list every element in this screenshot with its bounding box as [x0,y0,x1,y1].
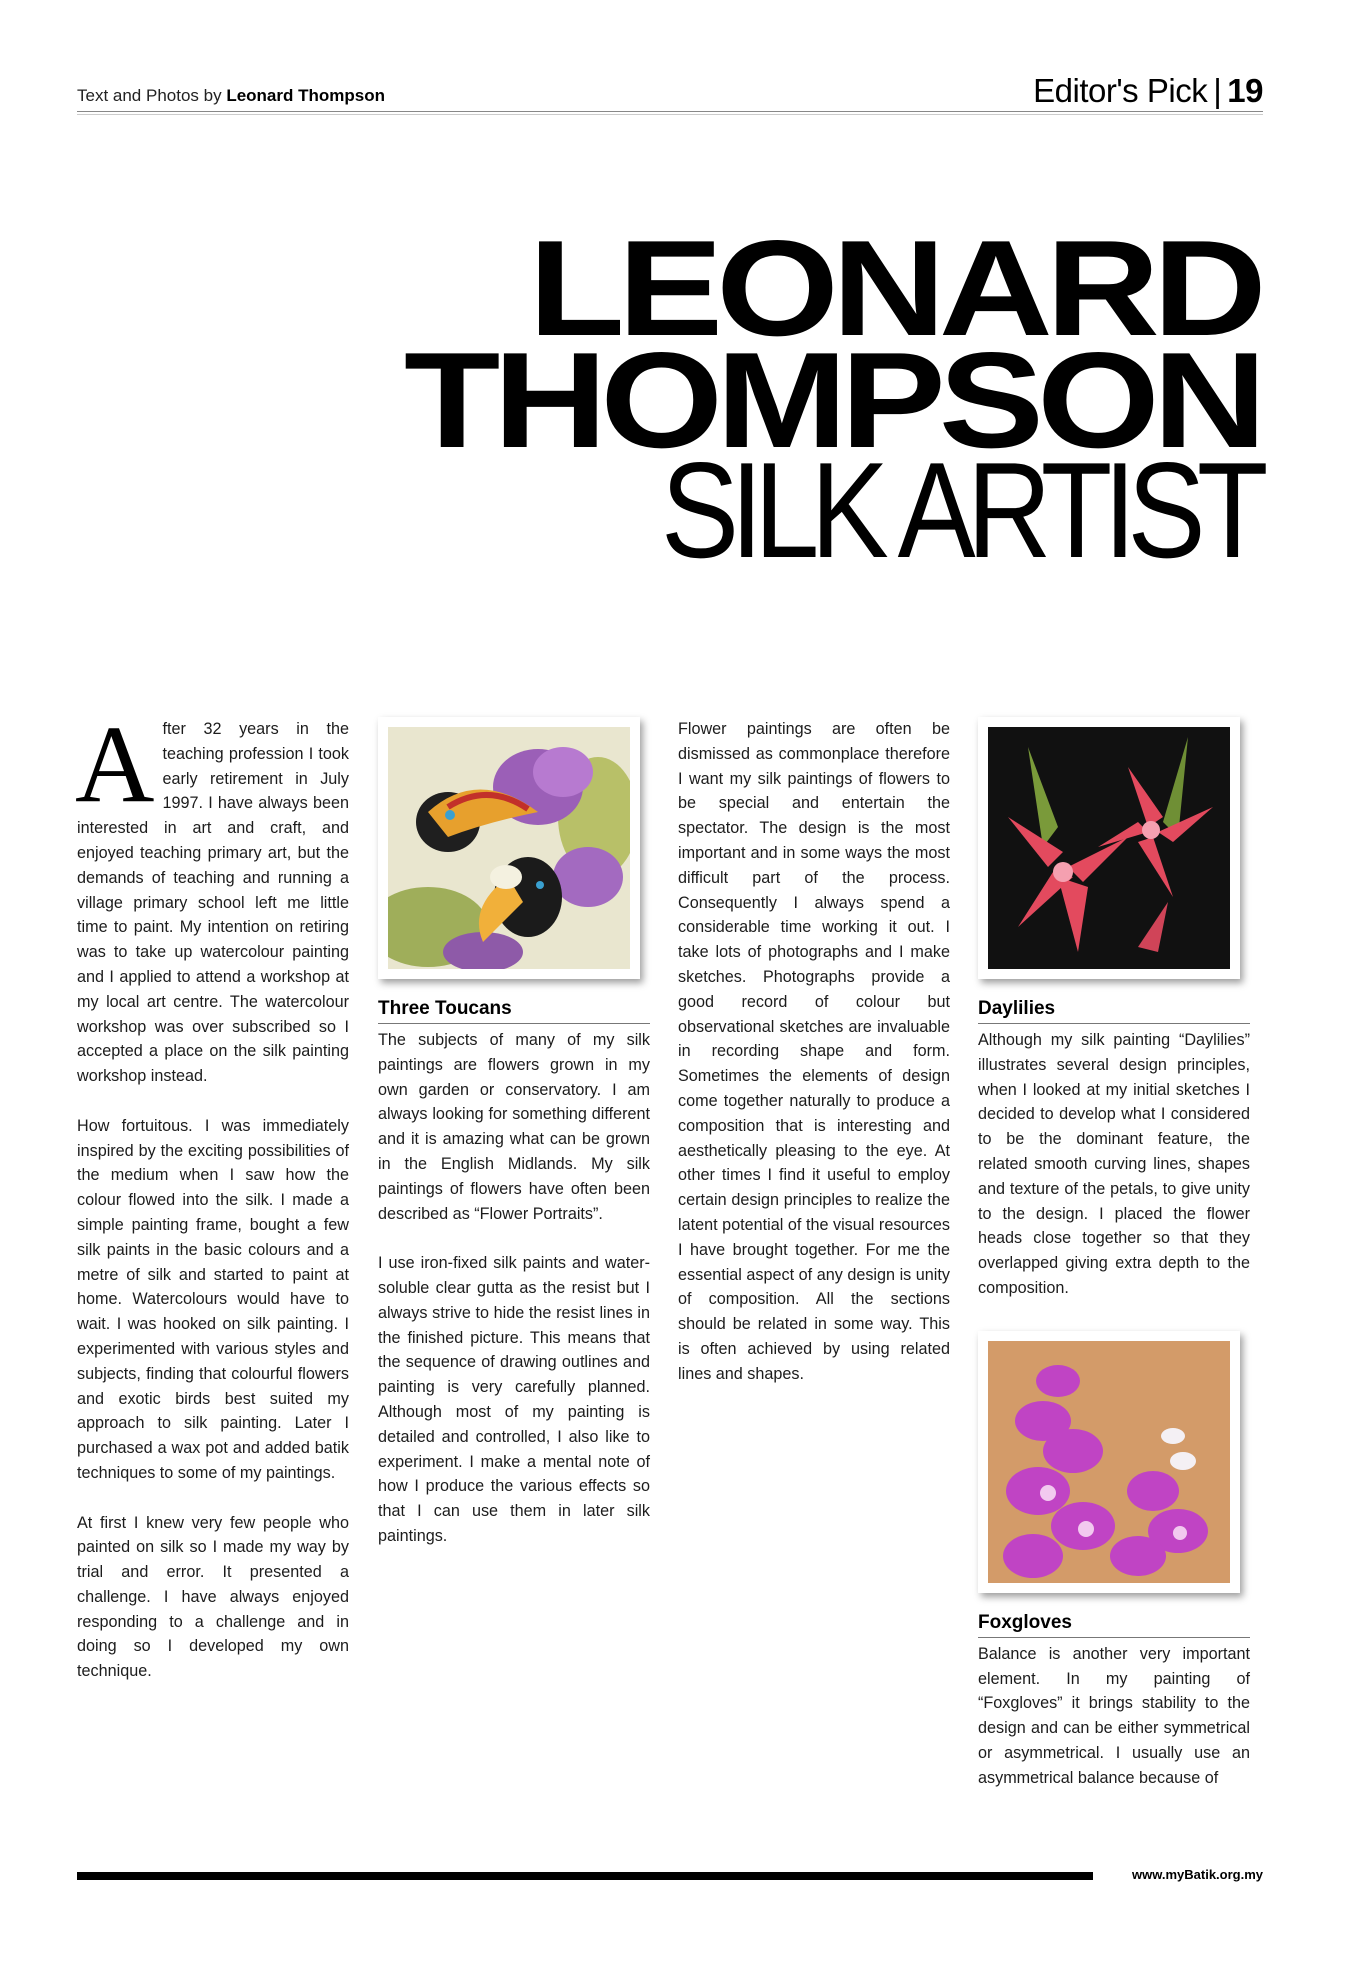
drop-cap: A [75,703,155,825]
paragraph-text: fter 32 years in the teaching profession I took early retirement in July 1997. I have always been interested in art and craft, and enjoyed teaching primary art, but the demands of teaching and running a village primary school left me little time to paint. My intention on retiring was to take up watercolour painting and I applied to attend a workshop at my local art centre. The watercolour workshop was over subscribed so I accepted a place on the silk painting workshop instead. [77,720,349,1086]
daylilies-painting-image [988,727,1230,969]
paragraph: How fortuitous. I was immediately inspired by the exciting possibilities of the medium when I saw how the colour flowed into the silk. I made a simple painting frame, bought a few silk paints in the basic colours and a metre of silk and started to paint at home. Watercolours would have to wait. I was hooked on silk painting. I experimented with various styles and subjects, finding that colourful flowers and exotic birds best suited my approach to silk painting. Later I purchased a wax pot and added batik techniques to some of my paintings. [77,1116,349,1482]
section-separator: | [1213,72,1222,109]
paragraph: At first I knew very few people who painted on silk so I made my way by trial and error. It presented a challenge. I have always enjoyed responding to a challenge and in doing so I developed my own technique. [77,1513,349,1681]
toucans-painting-image [388,727,630,969]
foxgloves-painting-image [988,1341,1230,1583]
header-rule [77,111,1263,112]
daylilies-photo [978,717,1240,979]
footer-website[interactable]: www.myBatik.org.my [1132,1867,1263,1882]
section-title: Editor's Pick [1033,72,1208,109]
page-number: 19 [1227,72,1263,109]
three-toucans-photo [378,717,640,979]
paragraph: Although my silk painting “Daylilies” illustrates several design principles, when I looked at my initial sketches I decided to develop what I considered to be the dominant feature, the related smooth curving lines, shapes and texture of the petals, to give unity to the design. I placed the flower heads close together so that they overlapped giving extra depth to the composition. [978,1031,1250,1297]
paragraph: I use iron-fixed silk paints and water-soluble clear gutta as the resist but I always strive to hide the resist lines in the finished picture. This means that the sequence of drawing outlines and painting is very carefully planned. Although most of my painting is detailed and controlled, I also like to experiment. I make a mental note of how I produce the various effects so that I can use them in later silk paintings. [378,1254,650,1545]
photo-caption: Foxgloves [978,1611,1250,1638]
header-rule-secondary [77,114,1263,115]
headline-line-1: LEONARD [528,212,1260,364]
article-column-2 [378,717,650,1574]
article-column-1 [75,703,349,1709]
footer-rule [77,1872,1093,1880]
author-credit [77,86,385,106]
photo-caption: Three Toucans [378,997,650,1024]
paragraph: Flower paintings are often be dismissed as commonplace therefore I want my silk paintings of flowers to be special and entertain the spectator. The design is the most important and in some ways the most difficult part of the process. Consequently I always spend a considerable time working it out. I take lots of photographs and I make sketches. Photographs provide a good record of colour but observational sketches are invaluable in recording shape and form. Sometimes the elements of design come together naturally to produce a composition that is interesting and aesthetically pleasing to the eye. At other times I find it useful to employ certain design principles to realize the latent potential of the visual resources I have brought together. For me the essential aspect of any design is unity of composition. All the sections should be related in some way. This is often achieved by using related lines and shapes. [678,720,950,1383]
paragraph [75,703,349,1089]
article-column-3 [678,717,950,1411]
headline [404,212,1260,586]
foxgloves-photo [978,1331,1240,1593]
headline-line-2: THOMPSON [404,324,1260,476]
paragraph: Balance is another very important element. In my painting of “Foxgloves” it brings stability to the design and can be either symmetrical or asymmetrical. I usually use an asymmetrical balance because of [978,1644,1250,1787]
credit-name: Leonard Thompson [226,86,385,105]
photo-caption: Daylilies [978,997,1250,1024]
section-header [1033,72,1263,110]
headline-subtitle: SILK ARTIST [661,434,1260,586]
credit-prefix: Text and Photos by [77,86,222,105]
article-column-4 [978,717,1250,1815]
paragraph: The subjects of many of my silk paintings are flowers grown in my own garden or conservatory. I am always looking for something different and it is amazing what can be grown in the English Midlands. My silk paintings of flowers have often been described as “Flower Portraits”. [378,1031,650,1223]
